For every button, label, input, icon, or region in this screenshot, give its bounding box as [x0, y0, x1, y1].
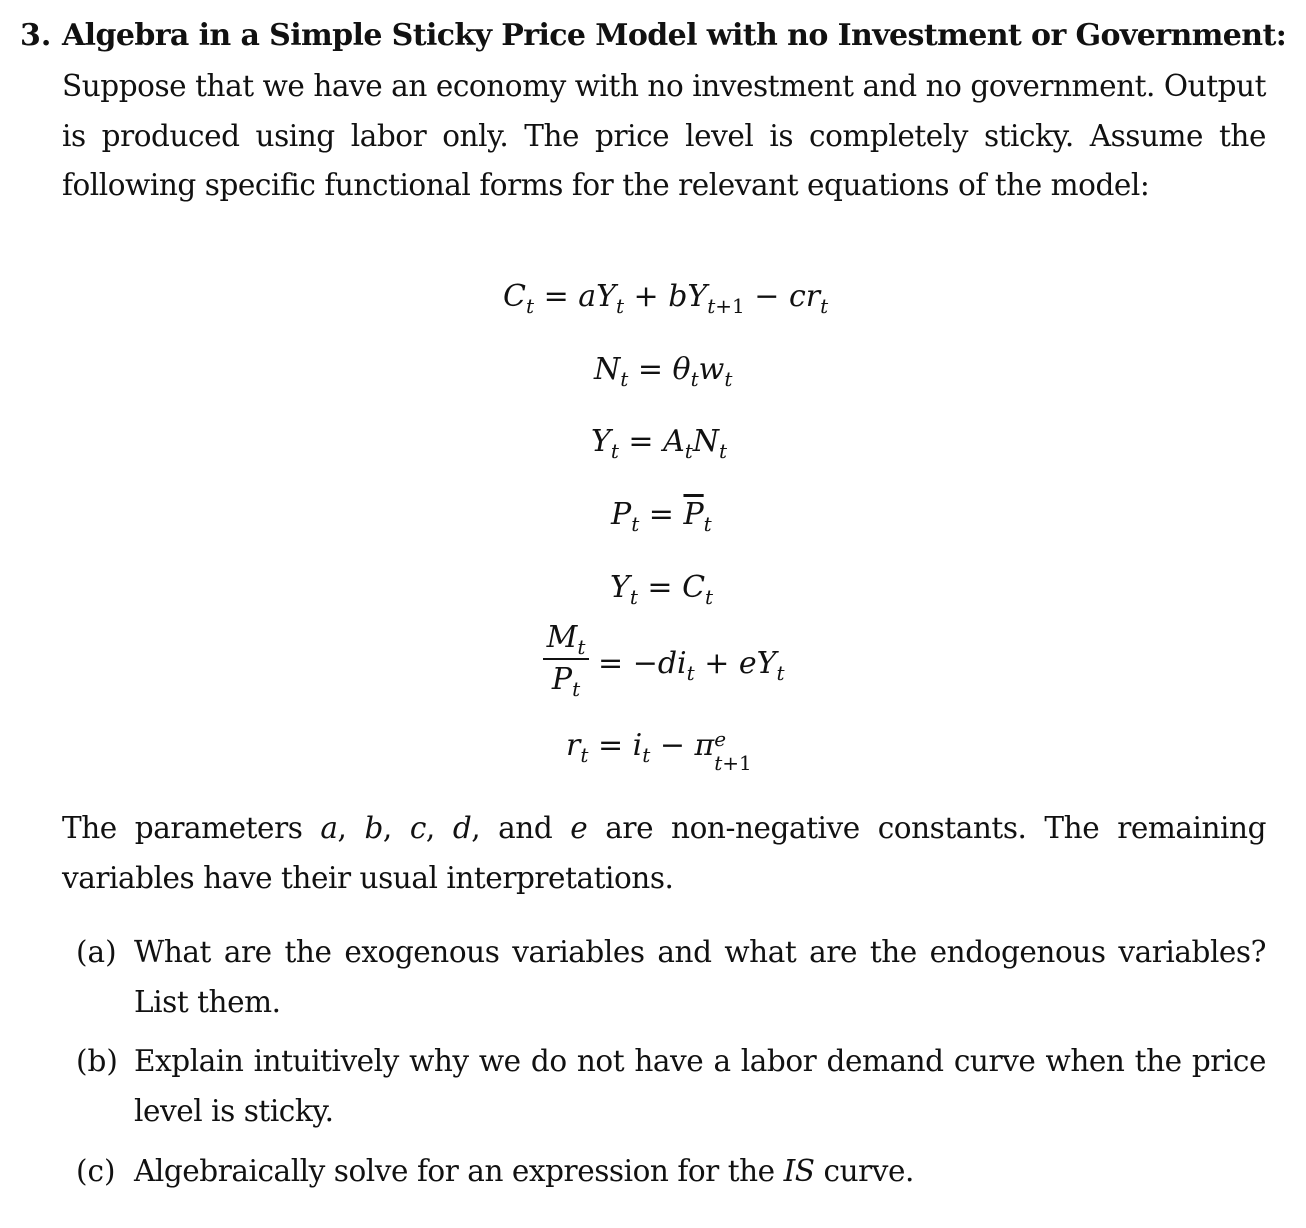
param-d: d	[452, 811, 472, 845]
problem-title: Algebra in a Simple Sticky Price Model with no Investment or Government:	[62, 18, 1287, 53]
equation-consumption	[503, 277, 828, 317]
part-c-is-curve: IS	[783, 1154, 815, 1188]
params-sep: ,	[382, 811, 410, 845]
params-sep: , and	[471, 811, 571, 845]
equation-labor-supply-math: $N_t = \theta_tw_t$	[594, 352, 733, 391]
equation-fisher-math: $r_t = i_t - \pi$ e t+1	[566, 727, 752, 775]
equation-fisher	[566, 726, 754, 775]
param-c: c	[409, 811, 426, 845]
equation-labor-supply	[594, 350, 732, 390]
param-e: e	[570, 811, 588, 845]
part-c-label: (c)	[76, 1154, 116, 1188]
equation-price-level-math: $P_t = \overline{P}_t$	[611, 497, 712, 536]
equation-production	[591, 422, 727, 462]
params-sep: ,	[425, 811, 453, 845]
param-a: a	[320, 811, 338, 845]
equation-consumption-math: $C_t = aY_t + bY_{t+1} - cr_t$	[503, 279, 829, 318]
part-b-text: Explain intuitively why we do not have a labor demand curve when the price level is sticky.	[134, 1044, 1266, 1128]
equation-money-demand-fraction	[543, 620, 589, 701]
fraction-numerator: $M_t$	[546, 620, 586, 659]
parameters-paragraph	[62, 804, 1266, 903]
params-text-end: are non-negative constants. The remaining variables have their usual interpretations.	[62, 811, 1267, 895]
part-a-text: What are the exogenous variables and what are the endogenous variables? List them.	[134, 935, 1266, 1019]
equation-price-level	[611, 495, 712, 535]
equation-market-clearing	[610, 568, 713, 608]
part-c-text-after: curve.	[814, 1154, 914, 1188]
fraction-denominator: $P_t$	[551, 662, 581, 701]
params-sep: ,	[337, 811, 365, 845]
equation-money-demand	[598, 644, 785, 684]
equation-production-math: $Y_t = A_tN_t$	[591, 424, 728, 463]
part-b-label: (b)	[76, 1044, 118, 1078]
params-text-start: The parameters	[62, 811, 321, 845]
problem-number: 3.	[20, 18, 52, 53]
equation-market-clearing-math: $Y_t = C_t$	[610, 570, 714, 609]
problem-intro: Suppose that we have an economy with no investment and no government. Output is produced using labor only. The price level is completely sticky. Assume the following specific functional forms for the relevant equations of the model:	[62, 69, 1266, 202]
equation-money-demand-rhs: = $-di_t + eY_t$	[598, 646, 785, 685]
part-a-label: (a)	[76, 935, 117, 969]
part-c-text-before: Algebraically solve for an expression for the	[134, 1154, 784, 1188]
param-b: b	[364, 811, 383, 845]
part-c-text	[134, 1147, 1266, 1197]
